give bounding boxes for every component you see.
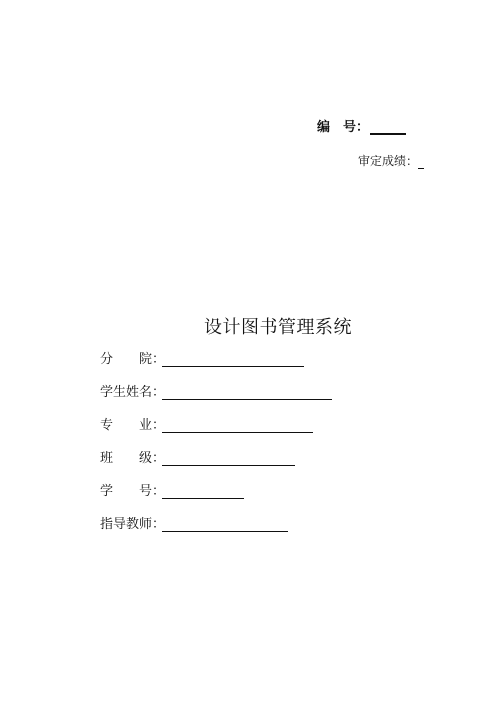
field-class-blank [162,451,295,466]
field-major [100,412,332,433]
grade-label: 审定成绩： [357,154,418,168]
field-advisor-blank [162,517,288,532]
document-title-text: 设计图书管理系统 [204,317,352,338]
serial-number-line [317,116,406,135]
field-department-blank [162,352,304,367]
field-department-label: 分 院： [100,352,166,367]
field-student-name [100,379,332,400]
field-student-name-blank [162,385,332,400]
grade-blank [418,156,424,169]
info-fields [100,346,332,544]
field-department [100,346,332,367]
field-major-label: 专 业： [100,418,166,433]
serial-number-label: 编 号： [316,120,369,135]
field-class [100,445,332,466]
field-student-name-label: 学生姓名： [100,385,166,400]
field-student-id-blank [162,484,244,499]
field-advisor [100,511,332,532]
field-major-blank [162,418,313,433]
serial-number-blank [370,119,406,135]
field-student-id [100,478,332,499]
field-advisor-label: 指导教师： [100,517,166,532]
grade-line [358,152,424,169]
field-class-label: 班 级： [100,451,166,466]
field-student-id-label: 学 号： [100,484,166,499]
document-title [0,313,500,339]
